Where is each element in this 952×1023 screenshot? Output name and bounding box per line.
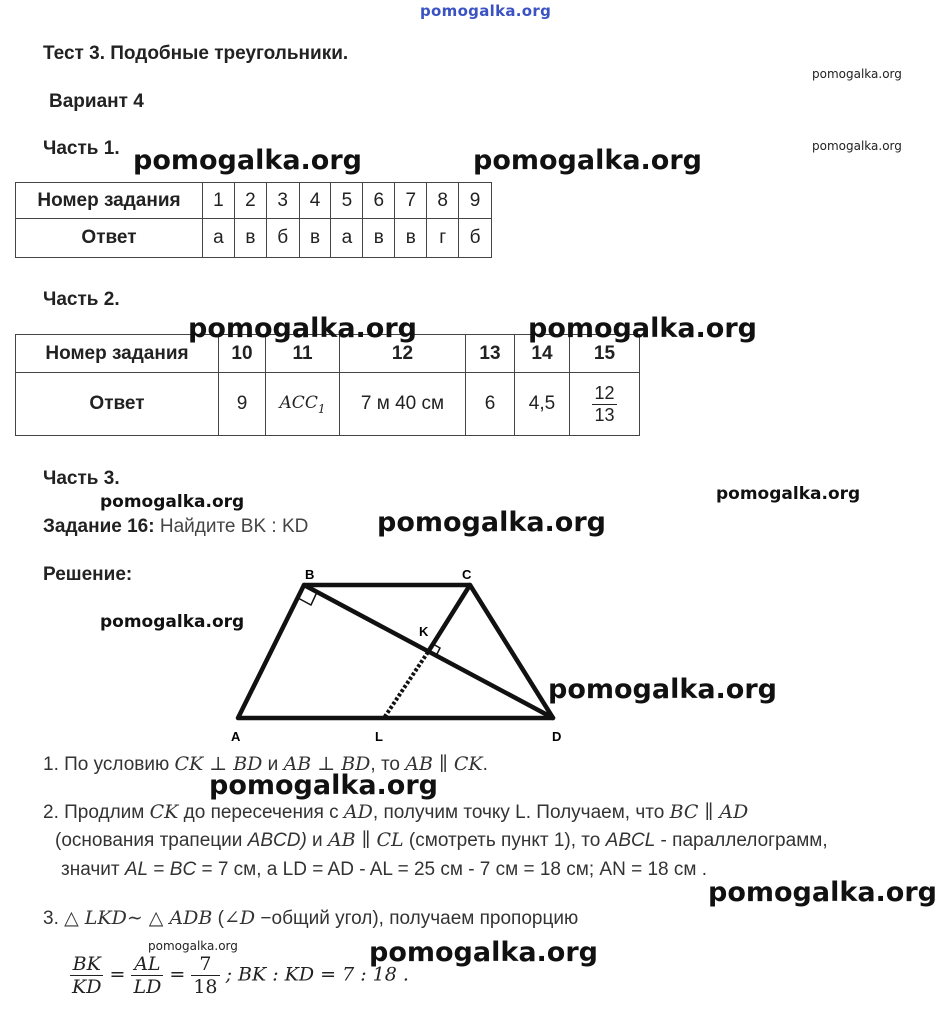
- fraction-7-18: [191, 953, 219, 998]
- segment-ck: [428, 585, 470, 652]
- fraction-denominator: 18: [193, 976, 218, 998]
- task-number: 12: [340, 335, 466, 373]
- answer-cell: г: [427, 219, 459, 258]
- text: BC: [169, 859, 197, 880]
- watermark-small: pomogalka.org: [148, 939, 238, 953]
- point-label-l: L: [375, 729, 383, 744]
- point-label-b: B: [305, 567, 315, 582]
- math: BC ∥ AD: [669, 801, 749, 823]
- watermark-small: pomogalka.org: [812, 139, 902, 153]
- watermark: pomogalka.org: [716, 484, 861, 504]
- part1-heading: Часть 1.: [43, 138, 120, 159]
- solution-label: Решение:: [43, 564, 133, 585]
- task-number: 5: [331, 183, 363, 219]
- extension-kl: [384, 652, 428, 718]
- answer-cell: 9: [219, 373, 266, 436]
- watermark-top[interactable]: pomogalka.org: [420, 2, 552, 20]
- equals-sign: =: [109, 963, 126, 986]
- task-number: 11: [266, 335, 340, 373]
- solution-step-2-line-3: [61, 859, 707, 881]
- task-number: 6: [363, 183, 395, 219]
- math: AB ∥ CK: [405, 753, 483, 775]
- watermark: pomogalka.org: [369, 937, 598, 968]
- math: ∠D: [223, 907, 256, 929]
- answer-cell: б: [459, 219, 492, 258]
- point-label-c: C: [462, 567, 472, 582]
- text: 1. По условию: [43, 754, 175, 775]
- fraction-denominator: 13: [594, 404, 615, 425]
- fraction-numerator: BK: [70, 953, 103, 976]
- watermark: pomogalka.org: [548, 674, 777, 705]
- answer-cell: 7 м 40 см: [340, 373, 466, 436]
- answer-cell: 6: [466, 373, 515, 436]
- task-number: 9: [459, 183, 492, 219]
- equals-sign: =: [169, 963, 186, 986]
- answer-acc1: ACC: [279, 393, 318, 414]
- task-number: 7: [395, 183, 427, 219]
- text: , получим точку L. Получаем, что: [372, 802, 670, 823]
- task-number: 2: [234, 183, 266, 219]
- math: AB ⊥ BD: [283, 753, 371, 775]
- part3-heading: Часть 3.: [43, 468, 120, 489]
- text: - параллелограмм,: [655, 830, 828, 851]
- answer-acc1-subscript: 1: [317, 401, 326, 416]
- text: и: [306, 830, 328, 851]
- task-16-label: Задание 16:: [43, 516, 155, 537]
- watermark: pomogalka.org: [209, 770, 438, 801]
- text: (основания трапеции: [55, 830, 248, 851]
- math: CK ⊥ BD: [174, 753, 263, 775]
- text: −общий угол), получаем пропорцию: [255, 908, 579, 929]
- answer-cell: б: [266, 219, 299, 258]
- task-number: 13: [466, 335, 515, 373]
- text: , то: [370, 754, 406, 775]
- watermark: pomogalka.org: [528, 313, 757, 344]
- task-number: 10: [219, 335, 266, 373]
- fraction-al-ld: [131, 953, 163, 998]
- task-number: 14: [515, 335, 570, 373]
- text: (смотреть пункт 1), то: [403, 830, 606, 851]
- watermark: pomogalka.org: [377, 507, 606, 538]
- answer-cell: а: [331, 219, 363, 258]
- point-label-k: K: [419, 624, 429, 639]
- fraction-numerator: AL: [131, 953, 163, 976]
- text: (: [212, 908, 224, 929]
- watermark: pomogalka.org: [100, 492, 245, 512]
- text: ABCD): [247, 830, 307, 851]
- answer-cell: в: [395, 219, 427, 258]
- task-number: 3: [266, 183, 299, 219]
- fraction-bk-kd: [70, 953, 103, 998]
- fraction-numerator: 12: [594, 382, 615, 403]
- text: .: [482, 754, 488, 775]
- point-label-d: D: [552, 729, 562, 744]
- text: ABCL: [605, 830, 656, 851]
- task-number: 4: [299, 183, 331, 219]
- ratio-result: ; BK : KD = 7 : 18 .: [225, 963, 409, 986]
- part2-header-label: Номер задания: [16, 335, 219, 373]
- answer-cell: 4,5: [515, 373, 570, 436]
- text: =: [148, 859, 170, 880]
- task-16-text: Найдите BK : KD: [159, 516, 309, 537]
- math: △ LKD∼ △ ADB: [64, 907, 213, 929]
- task-number: 15: [570, 335, 640, 373]
- math: AB ∥ CL: [327, 829, 404, 851]
- part1-header-label: Номер задания: [16, 183, 203, 219]
- text: = 7 см, а LD = AD - AL = 25 см - 7 см = 18 см; AN = 18 см .: [196, 859, 707, 880]
- watermark-small: pomogalka.org: [812, 67, 902, 81]
- math: CK: [149, 801, 179, 823]
- watermark: pomogalka.org: [188, 313, 417, 344]
- text: 3.: [43, 908, 65, 929]
- answer-cell: в: [234, 219, 266, 258]
- task-number: 1: [203, 183, 235, 219]
- watermark: pomogalka.org: [100, 612, 245, 632]
- fraction-denominator: KD: [72, 976, 102, 998]
- proportion-formula: [70, 953, 409, 998]
- watermark: pomogalka.org: [473, 145, 702, 176]
- answer-cell: в: [363, 219, 395, 258]
- solution-step-2-line-1: [43, 801, 748, 824]
- solution-step-2-line-2: [55, 829, 828, 852]
- solution-step-3: [43, 907, 578, 930]
- answer-cell: в: [299, 219, 331, 258]
- watermark: pomogalka.org: [708, 877, 937, 908]
- fraction-denominator: LD: [133, 976, 162, 998]
- text: и: [262, 754, 284, 775]
- math: AD: [343, 801, 373, 823]
- watermark: pomogalka.org: [133, 145, 362, 176]
- text: 2. Продлим: [43, 802, 150, 823]
- point-label-a: A: [231, 729, 241, 744]
- part2-answer-label: Ответ: [16, 373, 219, 436]
- variant-label: Вариант 4: [49, 91, 144, 112]
- text: значит: [61, 859, 125, 880]
- task-number: 8: [427, 183, 459, 219]
- page-title: Тест 3. Подобные треугольники.: [43, 43, 349, 64]
- fraction-numerator: 7: [191, 953, 219, 976]
- text: AL: [124, 859, 149, 880]
- part1-answer-label: Ответ: [16, 219, 203, 258]
- part2-heading: Часть 2.: [43, 289, 120, 310]
- answer-cell: а: [203, 219, 235, 258]
- text: до пересечения с: [178, 802, 344, 823]
